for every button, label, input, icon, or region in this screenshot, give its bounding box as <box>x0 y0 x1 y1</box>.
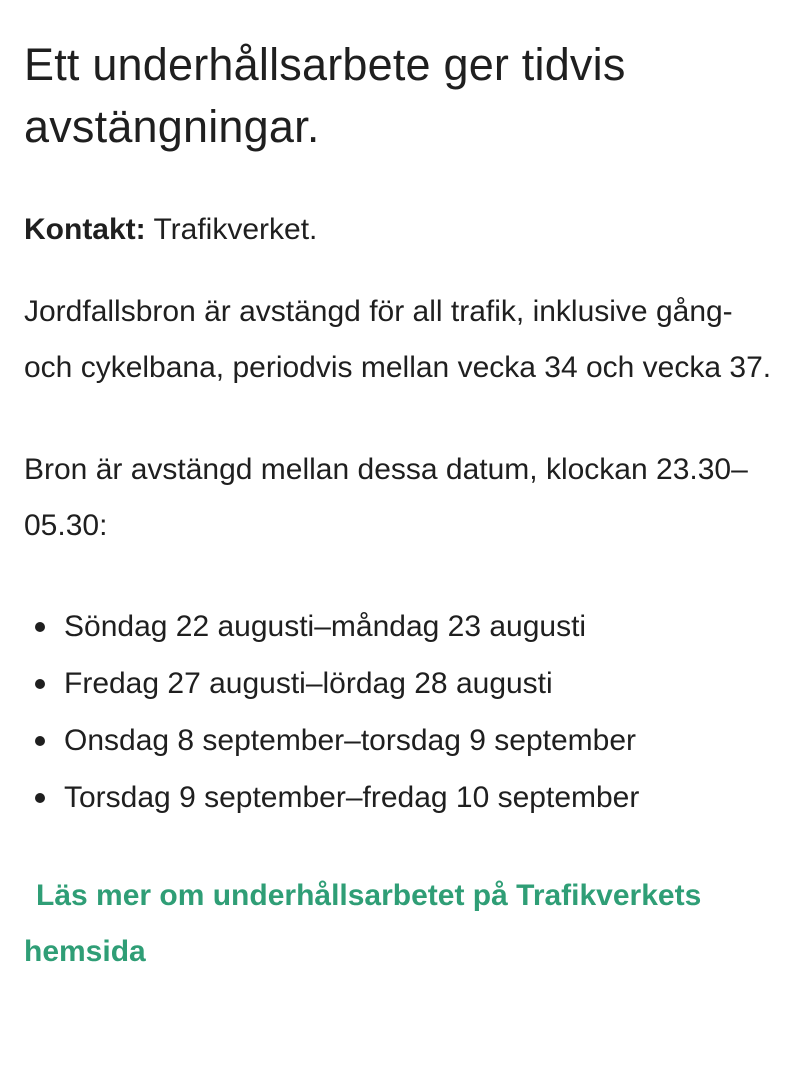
bullet-icon <box>35 736 45 746</box>
closure-dates-list <box>24 598 781 826</box>
contact-label: Kontakt: <box>24 213 146 246</box>
list-item <box>24 712 781 769</box>
closure-date-text: Fredag 27 augusti–lördag 28 augusti <box>64 667 553 700</box>
bullet-icon <box>35 622 45 632</box>
bullet-icon <box>35 679 45 689</box>
bullet-icon <box>35 793 45 803</box>
list-item <box>24 655 781 712</box>
contact-value: Trafikverket. <box>145 213 318 246</box>
closure-date-text: Onsdag 8 september–torsdag 9 september <box>64 724 637 757</box>
list-item <box>24 598 781 655</box>
read-more-link[interactable]: Läs mer om underhållsarbetet på Trafikverkets hemsida <box>24 879 702 968</box>
article-lead: Ett underhållsarbete ger tidvis avstängningar. <box>24 39 626 152</box>
closure-date-text: Söndag 22 augusti–måndag 23 augusti <box>64 610 587 643</box>
list-item <box>24 769 781 826</box>
contact-line <box>24 202 781 258</box>
closure-date-text: Torsdag 9 september–fredag 10 september <box>64 781 640 814</box>
closure-time-intro: Bron är avstängd mellan dessa datum, klockan 23.30–05.30: <box>24 453 748 542</box>
closure-description: Jordfallsbron är avstängd för all trafik, inklusive gång- och cykelbana, periodvis mellan vecka 34 och vecka 37. <box>24 295 772 384</box>
